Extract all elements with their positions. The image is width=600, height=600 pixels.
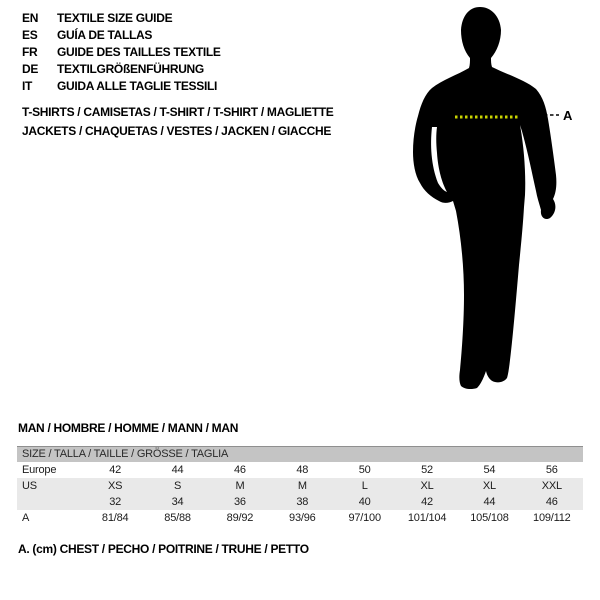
size-cell: 48 bbox=[296, 464, 309, 476]
size-cell: 97/100 bbox=[348, 512, 381, 524]
table-row bbox=[17, 478, 583, 494]
size-cell: 34 bbox=[171, 496, 184, 508]
size-cell: 93/96 bbox=[289, 512, 316, 524]
language-label: GUIDA ALLE TAGLIE TESSILI bbox=[57, 79, 218, 93]
language-label: TEXTILE SIZE GUIDE bbox=[57, 11, 173, 25]
man-silhouette-shape bbox=[413, 7, 556, 389]
table-row bbox=[17, 462, 583, 478]
size-cell: 44 bbox=[483, 496, 496, 508]
size-cell: M bbox=[235, 480, 245, 492]
size-cell: XL bbox=[420, 480, 434, 492]
row-label: US bbox=[22, 480, 37, 492]
language-row-fr bbox=[22, 44, 221, 61]
size-cell: 46 bbox=[234, 464, 246, 476]
size-cell: XXL bbox=[541, 480, 562, 492]
language-code: ES bbox=[22, 28, 38, 42]
size-cell: 85/88 bbox=[164, 512, 191, 524]
size-cell: 50 bbox=[358, 464, 371, 476]
row-label bbox=[17, 494, 84, 510]
language-row-it bbox=[22, 78, 221, 95]
size-cell: 109/112 bbox=[533, 512, 571, 524]
language-label: TEXTILGRÖßENFÜHRUNG bbox=[57, 62, 204, 76]
table-row bbox=[17, 494, 583, 510]
size-cell: 101/104 bbox=[407, 512, 447, 524]
size-cell: 105/108 bbox=[470, 512, 509, 524]
size-cell: 89/92 bbox=[226, 512, 254, 524]
size-cell: S bbox=[173, 480, 182, 492]
size-cell: 52 bbox=[421, 464, 433, 476]
size-cell: XS bbox=[108, 480, 123, 492]
measurement-footnote: A. (cm) CHEST / PECHO / POITRINE / TRUHE / PETTO bbox=[18, 542, 309, 556]
size-cell: 42 bbox=[421, 496, 433, 508]
size-table-header: SIZE / TALLA / TAILLE / GRÖSSE / TAGLIA bbox=[17, 446, 583, 462]
language-code: IT bbox=[22, 79, 33, 93]
language-row-de bbox=[22, 61, 221, 78]
size-cell: L bbox=[361, 480, 368, 492]
size-cell: 36 bbox=[234, 496, 246, 508]
size-cell: M bbox=[297, 480, 307, 492]
size-table-body bbox=[17, 462, 583, 526]
language-list bbox=[22, 10, 221, 95]
category-list bbox=[22, 103, 334, 141]
language-code: EN bbox=[22, 11, 39, 25]
language-row-en bbox=[22, 10, 221, 27]
size-cell: 42 bbox=[109, 464, 122, 476]
size-cell: XL bbox=[482, 480, 496, 492]
row-label: A bbox=[22, 512, 30, 524]
category-tshirts: T-SHIRTS / CAMISETAS / T-SHIRT / T-SHIRT / MAGLIETTE bbox=[22, 105, 334, 119]
man-silhouette-figure bbox=[360, 5, 590, 395]
size-table bbox=[17, 446, 583, 526]
size-cell: 38 bbox=[296, 496, 309, 508]
category-jackets: JACKETS / CHAQUETAS / VESTES / JACKEN / GIACCHE bbox=[22, 124, 332, 138]
size-cell: 46 bbox=[545, 496, 558, 508]
table-row bbox=[17, 510, 583, 526]
language-row-es bbox=[22, 27, 221, 44]
language-code: FR bbox=[22, 45, 38, 59]
language-label: GUIDE DES TAILLES TEXTILE bbox=[57, 45, 221, 59]
section-heading: MAN / HOMBRE / HOMME / MANN / MAN bbox=[18, 421, 239, 435]
size-cell: 81/84 bbox=[101, 512, 129, 524]
size-cell: 56 bbox=[545, 464, 558, 476]
language-label: GUÍA DE TALLAS bbox=[57, 28, 153, 42]
size-cell: 40 bbox=[358, 496, 371, 508]
row-label: Europe bbox=[22, 464, 57, 476]
size-cell: 32 bbox=[109, 496, 122, 508]
man-silhouette-svg bbox=[360, 5, 590, 395]
measure-label-a: A bbox=[563, 108, 573, 123]
size-cell: 44 bbox=[171, 464, 184, 476]
language-code: DE bbox=[22, 62, 39, 76]
size-cell: 54 bbox=[483, 464, 496, 476]
